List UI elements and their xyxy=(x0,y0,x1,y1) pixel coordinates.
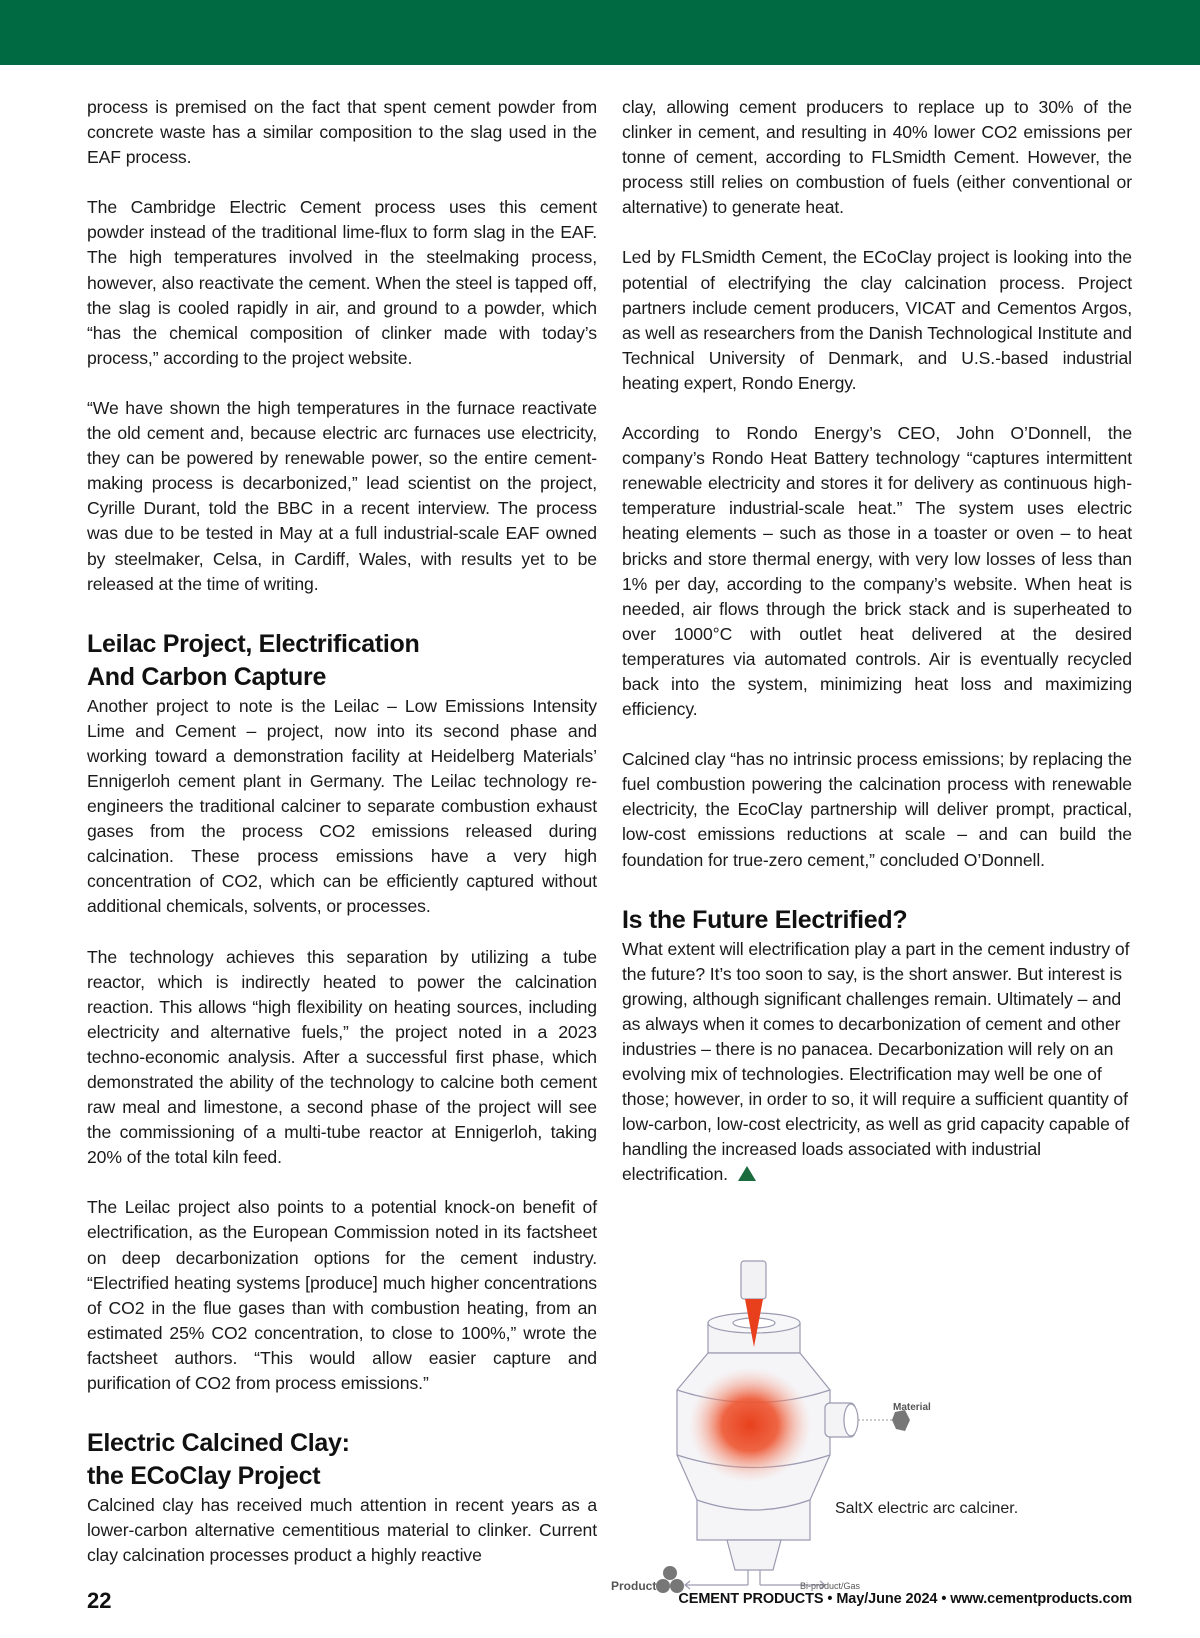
page-number: 22 xyxy=(87,1588,112,1613)
paragraph: The Leilac project also points to a potential knock-on benefit of electrification, as the European Commission noted in its factsheet on deep decarbonization options for the cement industry. “Electrified heating systems [produce] much higher concentrations of CO2 in the flue gases than with combustion heating, from an estimated 25% CO2 concentration, to close to 100%,” wrote the factsheet authors. “This would allow easier capture and purification of CO2 from process emissions.” xyxy=(87,1197,597,1394)
paragraph: “We have shown the high temperatures in the furnace reactivate the old cement and, because electric arc furnaces use electricity, they can be powered by renewable power, so the entire cement-making process is decarbonized,” lead scientist on the project, Cyrille Durant, told the BBC in a recent interview. The process was due to be tested in May at a full industrial-scale EAF owned by steelmaker, Celsa, in Cardiff, Wales, with results yet to be released at the time of writing. xyxy=(87,397,597,594)
section-heading-ecoclay xyxy=(87,1427,597,1493)
paragraph: Led by FLSmidth Cement, the ECoClay project is looking into the potential of electrifying the clay calcination process. Project partners include cement producers, VICAT and Cementos Argos, as well as researchers from the Danish Technological Institute and Technical University of Denmark, and U.S.-based industrial heating expert, Rondo Energy. xyxy=(622,247,1132,393)
heading-line: Electric Calcined Clay: xyxy=(87,1429,350,1458)
paragraph-with-end-mark xyxy=(622,937,1132,1188)
byproduct-label: Bi-product/Gas xyxy=(800,1581,861,1591)
section-heading-leilac xyxy=(87,628,597,694)
calciner-diagram xyxy=(611,1255,1155,1593)
section-heading-future: Is the Future Electrified? xyxy=(622,905,908,934)
heading-line: And Carbon Capture xyxy=(87,662,327,691)
paragraph: Another project to note is the Leilac – Low Emissions Intensity Lime and Cement – project, now into its second phase and working toward a demonstration facility at Heidelberg Materials’ Ennigerloh cement plant in Germany. The Leilac technology re-engineers the traditional calciner to separate combustion exhaust gases from the process CO2 emissions released during calcination. These process emissions have a very high concentration of CO2, which can be efficiently captured without additional chemicals, solvents, or processes. xyxy=(87,695,597,917)
paragraph: clay, allowing cement producers to replace up to 30% of the clinker in cement, and resulting in 40% lower CO2 emissions per tonne of cement, according to FLSmidth Cement. However, the process still relies on combustion of fuels (either conventional or alternative) to generate heat. xyxy=(622,97,1132,218)
publication-info: CEMENT PRODUCTS • May/June 2024 • www.cementproducts.com xyxy=(678,1591,1132,1607)
flow-arrows xyxy=(615,1255,1155,1615)
triangle-end-mark-icon xyxy=(738,1166,756,1181)
heading-line: the ECoClay Project xyxy=(87,1462,321,1491)
paragraph: The technology achieves this separation by utilizing a tube reactor, which is indirectly heated to power the calcination reaction. This allows “high flexibility on heating sources, including electricity and alternative fuels,” the project noted in a 2023 techno-economic analysis. After a successful first phase, which demonstrated the ability of the technology to calcine both cement raw meal and limestone, a second phase of the project will see the commissioning of a multi-tube reactor at Ennigerloh, taking 20% of the total kiln feed. xyxy=(87,946,597,1168)
paragraph: Calcined clay “has no intrinsic process emissions; by replacing the fuel combustion powering the calcination process with renewable electricity, the EcoClay partnership will deliver prompt, practical, low-cost emissions reductions at scale – and can build the foundation for true-zero cement,” concluded O’Donnell. xyxy=(622,749,1132,870)
paragraph: The Cambridge Electric Cement process uses this cement powder instead of the traditional lime-flux to form slag in the EAF. The high temperatures involved in the steelmaking process, however, also reactivate the cement. When the steel is tapped off, the slag is cooled rapidly in air, and ground to a powder, which “has the chemical composition of clinker made with today’s process,” according to the project website. xyxy=(87,197,597,368)
product-label: Product xyxy=(611,1579,657,1593)
material-label: Material xyxy=(893,1402,931,1413)
header-band xyxy=(0,0,1200,65)
paragraph: process is premised on the fact that spent cement powder from concrete waste has a similar composition to the slag used in the EAF process. xyxy=(87,97,597,168)
paragraph: What extent will electrification play a part in the cement industry of the future? It’s too soon to say, is the short answer. But interest is growing, although significant challenges remain. Ultimately – and as always when it comes to decarbonization of cement and other industries – there is no panacea. Decarbonization will rely on an evolving mix of technologies. Electrification may well be one of those; however, in order to so, it will require a sufficient quantity of low-carbon, low-cost electricity, as well as grid capacity capable of handling the increased loads associated with industrial electrification. xyxy=(622,938,1130,1185)
figure-caption: SaltX electric arc calciner. xyxy=(835,1500,1019,1517)
paragraph: Calcined clay has received much attention in recent years as a lower-carbon alternative cementitious material to clinker. Current clay calcination processes product a highly reactive xyxy=(87,1495,597,1566)
right-column xyxy=(622,95,1132,1188)
paragraph: According to Rondo Energy’s CEO, John O’Donnell, the company’s Rondo Heat Battery technology “captures intermittent renewable electricity and stores it for delivery as continuous high-temperature industrial-scale heat.” The system uses electric heating elements – such as those in a toaster or oven – to heat bricks and store thermal energy, with very low losses of less than 1% per day, according to the company’s website. When heat is needed, air flows through the brick stack and is superheated to over 1000°C with outlet heat delivered at the desired temperatures via automated controls. Air is eventually recycled back into the system, minimizing heat loss and maximizing efficiency. xyxy=(622,423,1132,720)
heading-line: Leilac Project, Electrification xyxy=(87,629,420,658)
left-column xyxy=(87,95,597,1568)
